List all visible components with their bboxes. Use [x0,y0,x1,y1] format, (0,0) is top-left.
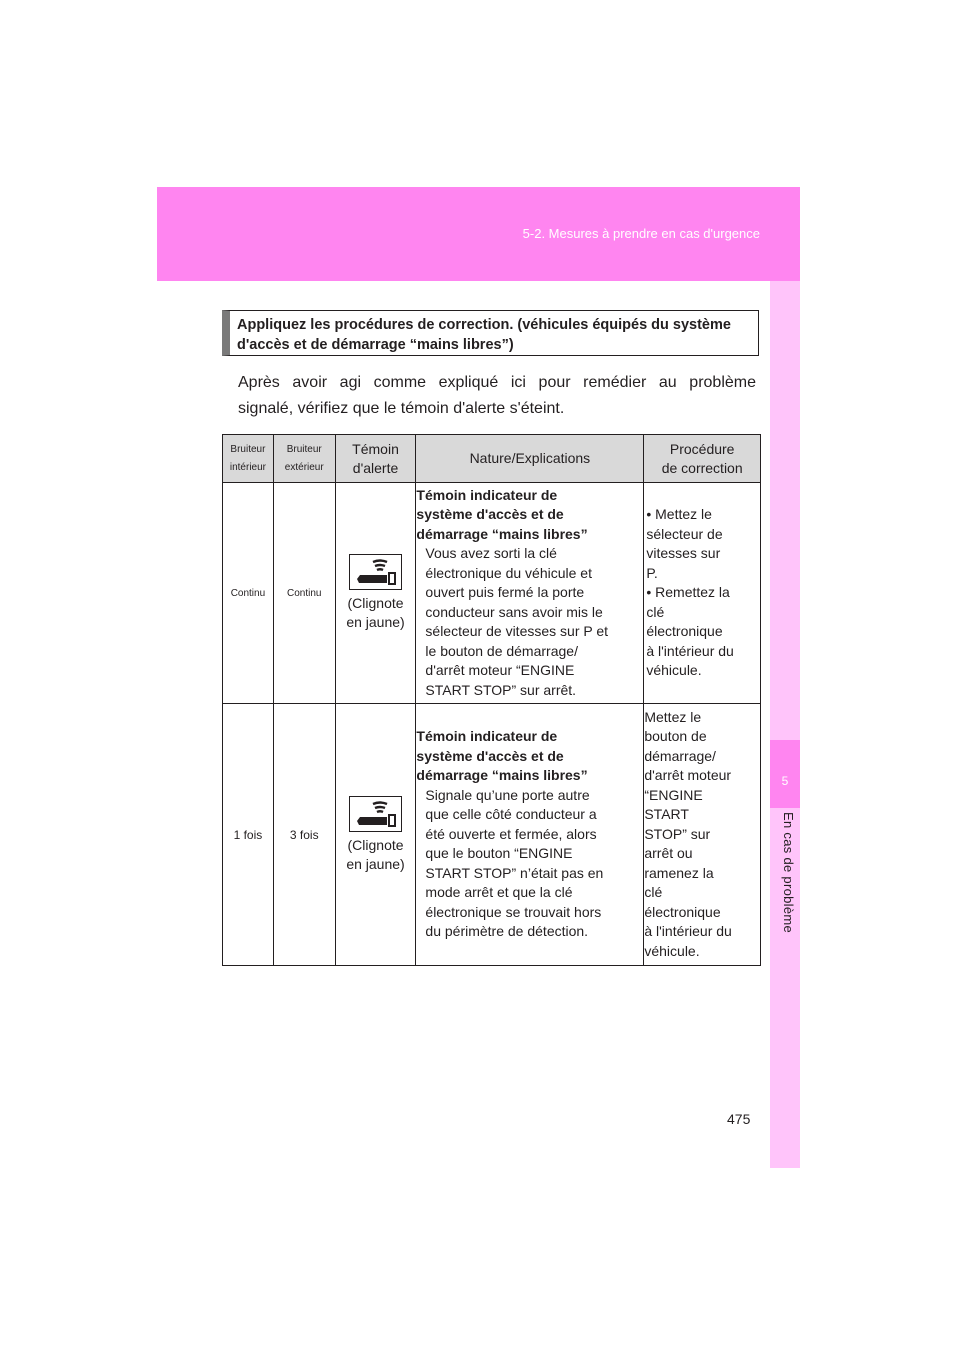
explanation-body: Signale qu’une porte autre que celle côté conducteur a été ouverte et fermée, alors que le bouton “ENGINE START STOP” n’était pas en mode arrêt et que la clé électronique se trouvait hors du périmètre de détection. [425,786,604,940]
header-exterior-buzzer: Bruiteur extérieur [273,435,335,483]
procedure-bullet: • Remettez la clé électronique à l'intérieur du véhicule. [646,584,734,679]
chapter-index-strip [770,281,800,1168]
warning-light-note: (Clignote [347,836,404,853]
smart-key-warning-icon [349,796,402,832]
intro-line: Après avoir agi comme expliqué ici pour remédier au problème [238,374,756,391]
procedure-bullet: • Mettez le sélecteur de vitesses sur P. [646,506,723,581]
intro-paragraph [238,370,756,422]
section-heading [222,310,759,356]
intro-line: signalé, vérifiez que le témoin d'alerte s'éteint. [238,400,565,417]
chapter-tab [770,740,800,808]
warning-light-note: en jaune) [346,855,405,872]
section-heading-line: d'accès et de démarrage “mains libres”) [237,337,514,353]
warning-light-note: en jaune) [346,614,405,630]
warning-light-cell [335,483,416,704]
chapter-title: En cas de problème [781,812,796,934]
page-number: 475 [727,1111,751,1127]
interior-buzzer-cell: Continu [223,483,274,704]
header-warning-light: Témoin d'alerte [335,435,416,483]
explanation-body: Vous avez sorti la clé électronique du véhicule et ouvert puis fermé la porte conducteur sans avoir mis le sélecteur de vitesses sur P et le bouton de démarrage/ d'arrêt moteur “ENGINE START STOP” sur arrêt. [425,545,609,698]
procedure-cell: Mettez le bouton de démarrage/ d'arrêt moteur “ENGINE START STOP” sur arrêt ou ramenez la clé électronique à l'intérieur du véhicule. [644,704,761,966]
header-band [157,187,800,281]
explanation-cell [416,704,644,966]
warning-light-note: (Clignote [347,595,404,611]
exterior-buzzer-cell: 3 fois [273,704,335,966]
section-heading-line: Appliquez les procédures de correction. (véhicules équipés du système [237,317,731,333]
warning-light-cell [335,704,416,966]
smart-key-warning-icon [349,554,402,590]
table-row [223,483,761,704]
warning-table [222,434,761,966]
header-explanation: Nature/Explications [416,435,644,483]
table-row [223,704,761,966]
section-header-title: 5-2. Mesures à prendre en cas d'urgence [522,226,760,241]
header-interior-buzzer: Bruiteur intérieur [223,435,274,483]
exterior-buzzer-cell: Continu [273,483,335,704]
interior-buzzer-cell: 1 fois [223,704,274,966]
header-procedure: Procédure de correction [644,435,761,483]
chapter-number: 5 [781,774,789,788]
explanation-title: Témoin indicateur de système d'accès et de démarrage “mains libres” [416,728,588,784]
table-header-row [223,435,761,483]
procedure-cell [644,483,761,704]
explanation-title: Témoin indicateur de système d'accès et de démarrage “mains libres” [416,486,588,542]
explanation-cell [416,483,644,704]
